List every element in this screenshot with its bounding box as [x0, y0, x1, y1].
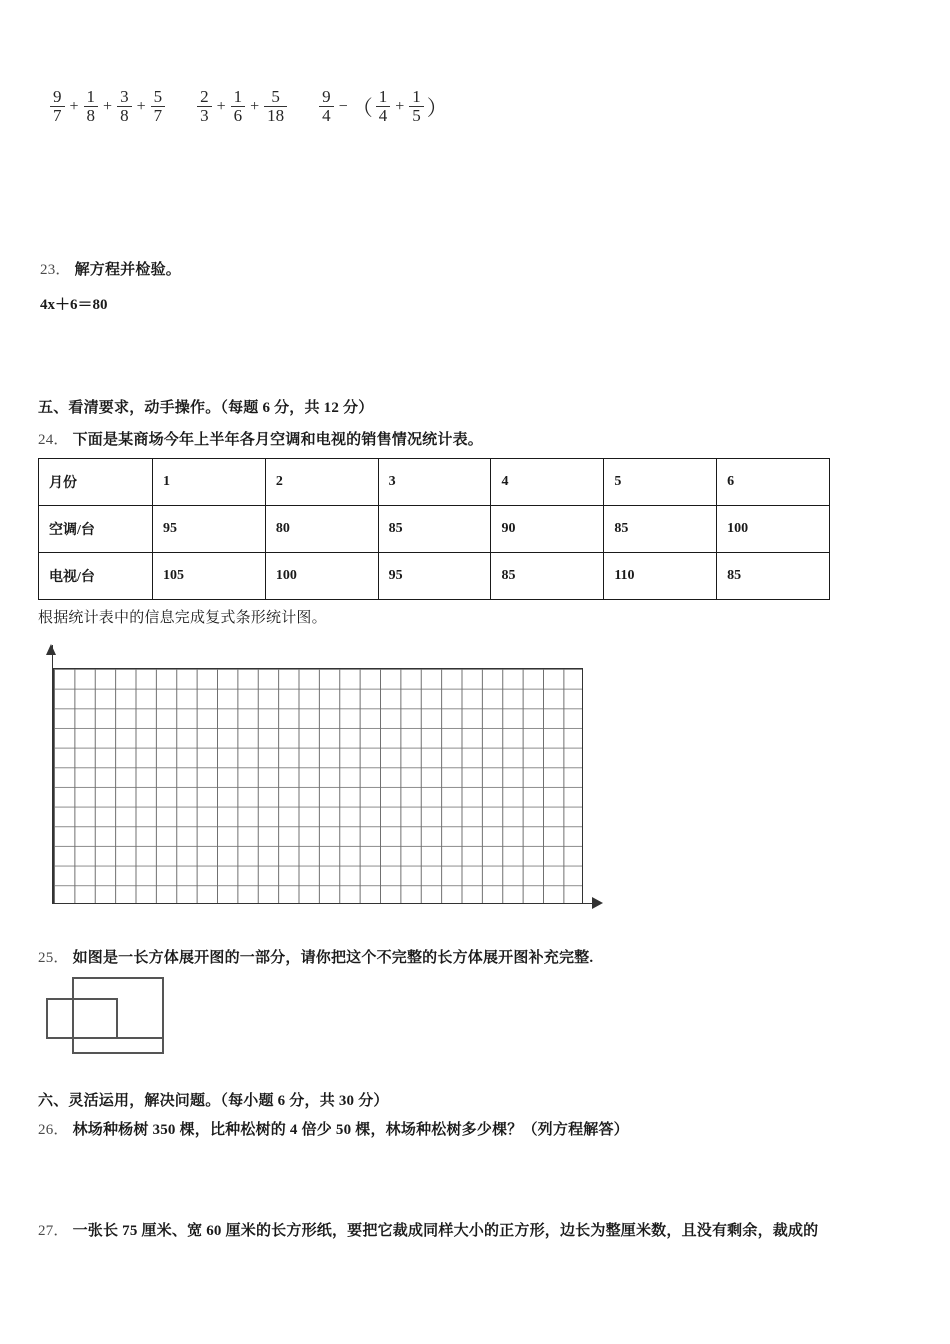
- denominator: 18: [264, 106, 287, 125]
- numerator: 1: [378, 87, 388, 106]
- table-cell: 105: [153, 553, 266, 600]
- table-cell: 95: [153, 506, 266, 553]
- net-rect-right: [72, 977, 164, 1054]
- table-row: [39, 506, 830, 553]
- numerator: 5: [153, 87, 163, 106]
- fraction-expressions-row: [48, 88, 449, 126]
- numerator: 3: [120, 87, 129, 106]
- denominator: 4: [376, 106, 391, 125]
- question-23-number: 23．: [40, 262, 71, 278]
- row-header-aircon: 空调/台: [39, 506, 153, 553]
- fraction: [117, 88, 132, 126]
- table-row: [39, 553, 830, 600]
- expression-1: [48, 88, 167, 126]
- table-cell: 90: [491, 506, 604, 553]
- denominator: 3: [197, 106, 212, 125]
- open-paren: （: [351, 95, 373, 120]
- table-cell: 1: [153, 459, 266, 506]
- section-6-heading: 六、灵活运用，解决问题。（每小题 6 分，共 30 分）: [38, 1093, 389, 1109]
- sales-statistics-table: [38, 458, 830, 600]
- expression-2: [195, 88, 289, 126]
- numerator: 9: [322, 87, 331, 106]
- fraction: [231, 88, 246, 126]
- question-23-equation: 4x＋6＝80: [40, 297, 108, 313]
- denominator: 7: [151, 106, 166, 125]
- operator: +: [250, 97, 260, 115]
- operator: +: [69, 97, 79, 115]
- denominator: 4: [319, 106, 334, 125]
- question-26-number: 26．: [38, 1122, 69, 1138]
- blank-bar-chart-grid: [40, 645, 610, 920]
- question-24-prompt: 下面是某商场今年上半年各月空调和电视的销售情况统计表。: [72, 432, 483, 448]
- chart-grid: [53, 668, 583, 904]
- question-24-sub-prompt: 根据统计表中的信息完成复式条形统计图。: [38, 610, 327, 626]
- table-cell: 80: [265, 506, 378, 553]
- table-cell: 85: [378, 506, 491, 553]
- fraction: [84, 88, 99, 126]
- table-cell: 2: [265, 459, 378, 506]
- table-cell: 100: [265, 553, 378, 600]
- table-cell: 3: [378, 459, 491, 506]
- table-cell: 4: [491, 459, 604, 506]
- net-divider-line: [72, 1037, 164, 1039]
- table-cell: 85: [604, 506, 717, 553]
- question-25-prompt: 如图是一长方体展开图的一部分，请你把这个不完整的长方体展开图补充完整.: [72, 950, 594, 966]
- fraction: [264, 88, 287, 126]
- numerator: 1: [412, 87, 421, 106]
- section-5-heading: 五、看清要求，动手操作。（每题 6 分，共 12 分）: [38, 400, 374, 416]
- numerator: 9: [53, 87, 62, 106]
- fraction: [376, 88, 391, 126]
- operator: +: [216, 97, 226, 115]
- row-header-month: 月份: [39, 459, 153, 506]
- expression-3: [317, 88, 449, 126]
- close-paren: ）: [426, 95, 448, 120]
- fraction: [151, 88, 166, 126]
- question-24-number: 24．: [38, 432, 69, 448]
- x-axis: [52, 903, 598, 904]
- question-25-number: 25．: [38, 950, 69, 966]
- question-27-line: [38, 1219, 818, 1240]
- denominator: 6: [231, 106, 246, 125]
- operator: +: [395, 97, 405, 115]
- fraction: [319, 88, 334, 126]
- denominator: 8: [117, 106, 132, 125]
- row-header-tv: 电视/台: [39, 553, 153, 600]
- question-26-prompt: 林场种杨树 350 棵，比种松树的 4 倍少 50 棵，林场种松树多少棵？（列方程解答）: [72, 1122, 629, 1138]
- question-26-line: [38, 1118, 629, 1139]
- numerator: 1: [233, 87, 243, 106]
- table-cell: 85: [491, 553, 604, 600]
- table-cell: 95: [378, 553, 491, 600]
- question-23-line: [40, 258, 181, 279]
- denominator: 7: [50, 106, 65, 125]
- fraction: [50, 88, 65, 126]
- numerator: 5: [271, 87, 280, 106]
- question-23-prompt: 解方程并检验。: [74, 262, 181, 278]
- operator: +: [136, 97, 146, 115]
- x-axis-arrow-icon: [592, 897, 603, 909]
- operator: +: [103, 97, 113, 115]
- table-row: [39, 459, 830, 506]
- operator: −: [338, 97, 348, 115]
- numerator: 1: [86, 87, 96, 106]
- question-27-number: 27．: [38, 1223, 69, 1239]
- fraction: [197, 88, 212, 126]
- y-axis-arrow-icon: [46, 644, 56, 655]
- numerator: 2: [200, 87, 209, 106]
- page-footer-spacer: [0, 1284, 950, 1344]
- table-cell: 85: [717, 553, 830, 600]
- table-cell: 100: [717, 506, 830, 553]
- table-cell: 110: [604, 553, 717, 600]
- question-25-line: [38, 946, 593, 967]
- rectangular-net-figure: [46, 977, 176, 1059]
- denominator: 8: [84, 106, 99, 125]
- question-27-prompt: 一张长 75 厘米、宽 60 厘米的长方形纸，要把它裁成同样大小的正方形，边长为整厘米数，且没有剩余，裁成的: [72, 1223, 819, 1239]
- denominator: 5: [409, 106, 424, 125]
- table-cell: 6: [717, 459, 830, 506]
- table-cell: 5: [604, 459, 717, 506]
- fraction: [409, 88, 424, 126]
- question-24-line: [38, 428, 483, 449]
